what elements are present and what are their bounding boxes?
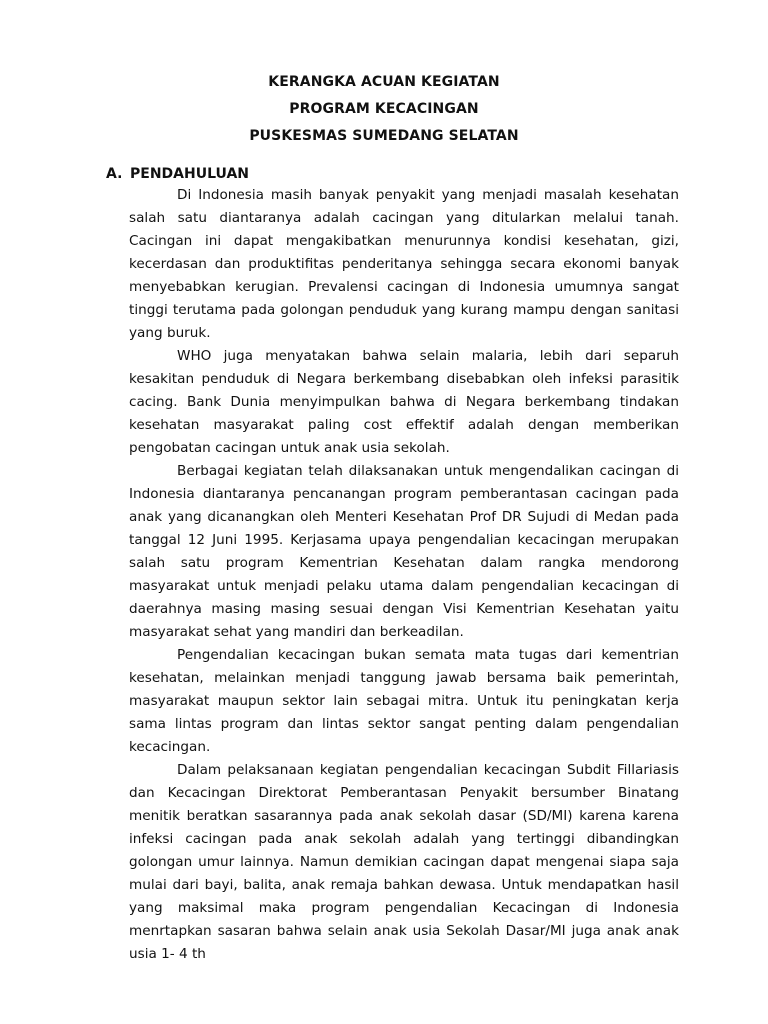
section-number: A. [106, 166, 123, 182]
document-title-line-3: PUSKESMAS SUMEDANG SELATAN [249, 128, 519, 144]
document-title-line-2: PROGRAM KECACINGAN [289, 101, 479, 117]
document-body [129, 184, 679, 966]
section-heading [106, 166, 249, 182]
paragraph: Berbagai kegiatan telah dilaksanakan untuk mengendalikan cacingan di Indonesia diantaranya pencanangan program pemberantasan cacingan pada anak yang dicanangkan oleh Menteri Kesehatan Prof DR Sujudi di Medan pada tanggal 12 Juni 1995. Kerjasama upaya pengendalian kecacingan merupakan salah satu program Kementrian Kesehatan dalam rangka mendorong masyarakat untuk menjadi pelaku utama dalam pengendalian kecacingan di daerahnya masing masing sesuai dengan Visi Kementrian Kesehatan yaitu masyarakat sehat yang mandiri dan berkeadilan. [129, 463, 679, 640]
paragraph: Di Indonesia masih banyak penyakit yang menjadi masalah kesehatan salah satu diantaranya adalah cacingan yang ditularkan melalui tanah. Cacingan ini dapat mengakibatkan menurunnya kondisi kesehatan, gizi, kecerdasan dan produktifitas penderitanya sehingga secara ekonomi banyak menyebabkan kerugian. Prevalensi cacingan di Indonesia umumnya sangat tinggi terutama pada golongan penduduk yang kurang mampu dengan sanitasi yang buruk. [129, 187, 679, 341]
paragraph: WHO juga menyatakan bahwa selain malaria, lebih dari separuh kesakitan penduduk di Negara berkembang disebabkan oleh infeksi parasitik cacing. Bank Dunia menyimpulkan bahwa di Negara berkembang tindakan kesehatan masyarakat paling cost effektif adalah dengan memberikan pengobatan cacingan untuk anak usia sekolah. [129, 348, 679, 456]
paragraph: Pengendalian kecacingan bukan semata mata tugas dari kementrian kesehatan, melainkan menjadi tanggung jawab bersama baik pemerintah, masyarakat maupun sektor lain sebagai mitra. Untuk itu peningkatan kerja sama lintas program dan lintas sektor sangat penting dalam pengendalian kecacingan. [129, 647, 679, 755]
section-title: PENDAHULUAN [130, 166, 249, 182]
paragraph: Dalam pelaksanaan kegiatan pengendalian kecacingan Subdit Fillariasis dan Kecacingan Direktorat Pemberantasan Penyakit bersumber Binatang menitik beratkan sasarannya pada anak sekolah dasar (SD/MI) karena karena infeksi cacingan pada anak sekolah adalah yang tertinggi dibandingkan golongan umur lainnya. Namun demikian cacingan dapat mengenai siapa saja mulai dari bayi, balita, anak remaja bahkan dewasa. Untuk mendapatkan hasil yang maksimal maka program pengendalian Kecacingan di Indonesia menrtapkan sasaran bahwa selain anak usia Sekolah Dasar/MI juga anak anak usia 1- 4 th [129, 762, 679, 962]
document-title-line-1: KERANGKA ACUAN KEGIATAN [268, 74, 500, 90]
